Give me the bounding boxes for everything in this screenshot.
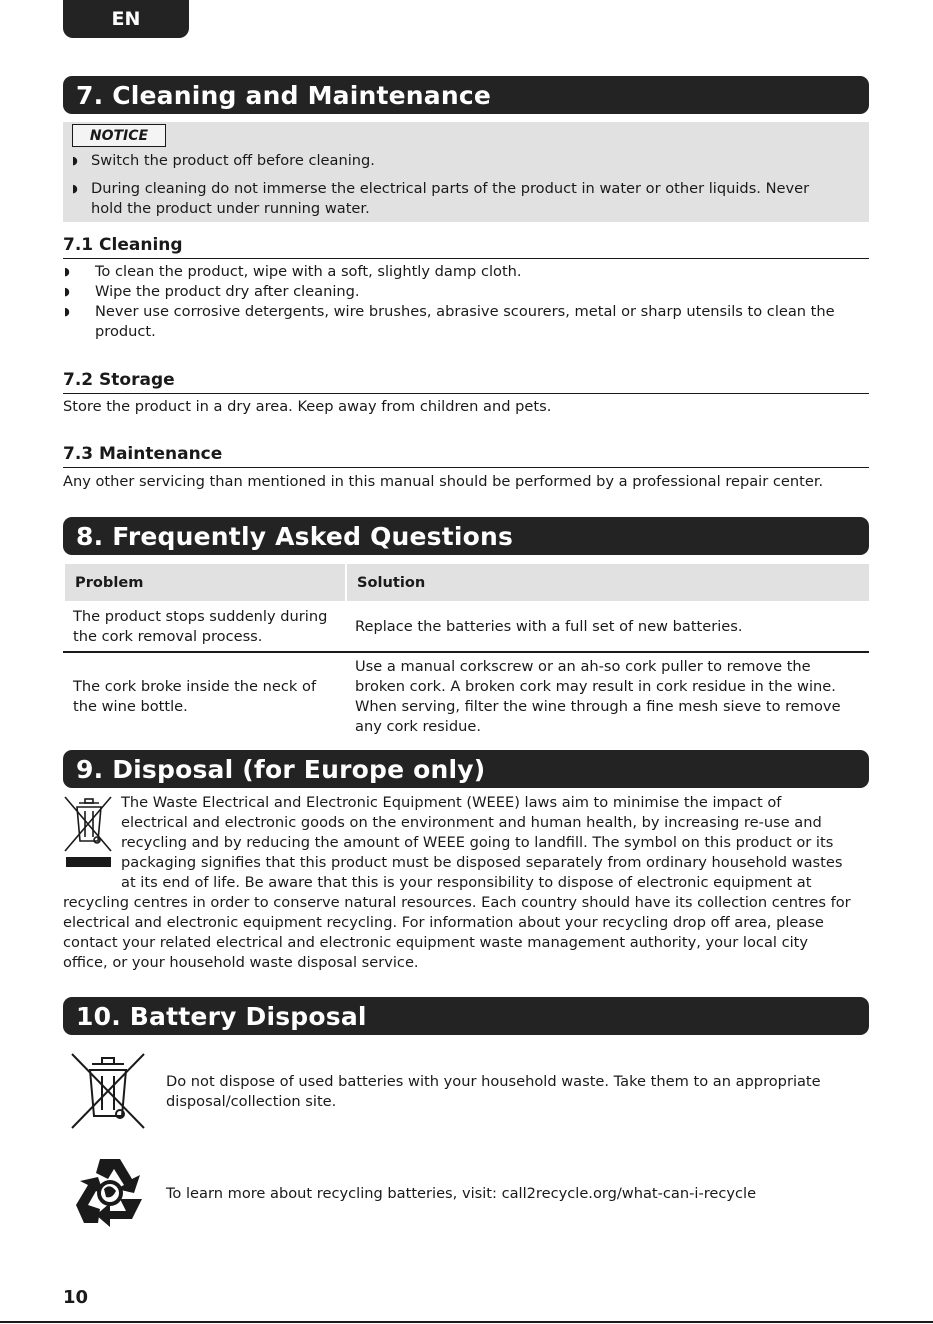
table-cell-solution: Use a manual corkscrew or an ah-so cork puller to remove the bbox=[355, 658, 811, 675]
cleaning-item: Wipe the product dry after cleaning. bbox=[95, 283, 360, 300]
battery-bin-icon bbox=[68, 1050, 148, 1132]
language-tab: EN bbox=[63, 0, 189, 38]
weee-text-line: office, or your household waste disposal service. bbox=[63, 954, 419, 971]
weee-text-line: at its end of life. Be aware that this is your responsibility to dispose of electronic equipment at bbox=[121, 874, 812, 891]
cleaning-item: Never use corrosive detergents, wire brushes, abrasive scourers, metal or sharp utensils to clean the bbox=[95, 303, 835, 320]
row-divider bbox=[63, 651, 869, 653]
battery-disposal-text: Do not dispose of used batteries with your household waste. Take them to an appropriate bbox=[166, 1073, 821, 1090]
storage-text: Store the product in a dry area. Keep away from children and pets. bbox=[63, 398, 552, 415]
bottom-rule bbox=[0, 1321, 933, 1323]
section-9-title: 9. Disposal (for Europe only) bbox=[63, 750, 869, 788]
storage-heading: 7.2 Storage bbox=[63, 369, 869, 394]
weee-text-line: The Waste Electrical and Electronic Equipment (WEEE) laws aim to minimise the impact of bbox=[121, 794, 782, 811]
recycling-arrows-icon bbox=[70, 1153, 150, 1231]
table-cell-problem: the cork removal process. bbox=[73, 628, 263, 645]
maintenance-heading: 7.3 Maintenance bbox=[63, 443, 869, 468]
weee-text-line: contact your related electrical and electronic equipment waste management authority, your local city bbox=[63, 934, 809, 951]
table-cell-problem: the wine bottle. bbox=[73, 698, 188, 715]
page-number: 10 bbox=[63, 1287, 89, 1308]
section-10-title: 10. Battery Disposal bbox=[63, 997, 869, 1035]
weee-bin-icon bbox=[63, 795, 113, 871]
bullet-icon: ◗ bbox=[64, 305, 70, 318]
table-cell-solution: When serving, filter the wine through a fine mesh sieve to remove bbox=[355, 698, 841, 715]
maintenance-text: Any other servicing than mentioned in this manual should be performed by a professional repair center. bbox=[63, 473, 824, 490]
cleaning-item: To clean the product, wipe with a soft, slightly damp cloth. bbox=[95, 263, 522, 280]
bullet-icon: ◗ bbox=[72, 154, 78, 167]
bullet-icon: ◗ bbox=[64, 265, 70, 278]
table-cell-solution: any cork residue. bbox=[355, 718, 481, 735]
weee-text-line: recycling and by reducing the amount of WEEE going to landfill. The symbol on this product or its bbox=[121, 834, 834, 851]
table-cell-solution: broken cork. A broken cork may result in cork residue in the wine. bbox=[355, 678, 836, 695]
bullet-icon: ◗ bbox=[64, 285, 70, 298]
cleaning-item: product. bbox=[95, 323, 156, 340]
battery-disposal-text: disposal/collection site. bbox=[166, 1093, 337, 1110]
bullet-icon: ◗ bbox=[72, 182, 78, 195]
section-8-title: 8. Frequently Asked Questions bbox=[63, 517, 869, 555]
weee-text-line: electrical and electronic goods on the environment and human health, by increasing re-use and bbox=[121, 814, 822, 831]
weee-text-line: electrical and electronic equipment recycling. For information about your recycling drop off area, please bbox=[63, 914, 824, 931]
notice-item: hold the product under running water. bbox=[91, 200, 370, 217]
weee-text-line: recycling centres in order to conserve natural resources. Each country should have its collection centres for bbox=[63, 894, 851, 911]
recycling-info-text: To learn more about recycling batteries, visit: call2recycle.org/what-can-i-recycle bbox=[166, 1185, 757, 1202]
notice-item: Switch the product off before cleaning. bbox=[91, 152, 375, 169]
table-cell-problem: The cork broke inside the neck of bbox=[73, 678, 317, 695]
weee-text-line: packaging signifies that this product must be disposed separately from ordinary household wastes bbox=[121, 854, 843, 871]
cleaning-heading: 7.1 Cleaning bbox=[63, 234, 869, 259]
notice-item: During cleaning do not immerse the electrical parts of the product in water or other liquids. Never bbox=[91, 180, 810, 197]
table-cell-problem: The product stops suddenly during bbox=[73, 608, 328, 625]
table-cell-solution: Replace the batteries with a full set of new batteries. bbox=[355, 618, 743, 635]
section-7-title: 7. Cleaning and Maintenance bbox=[63, 76, 869, 114]
notice-label: NOTICE bbox=[72, 124, 166, 147]
column-header-solution: Solution bbox=[347, 564, 869, 601]
column-header-problem: Problem bbox=[65, 564, 345, 601]
